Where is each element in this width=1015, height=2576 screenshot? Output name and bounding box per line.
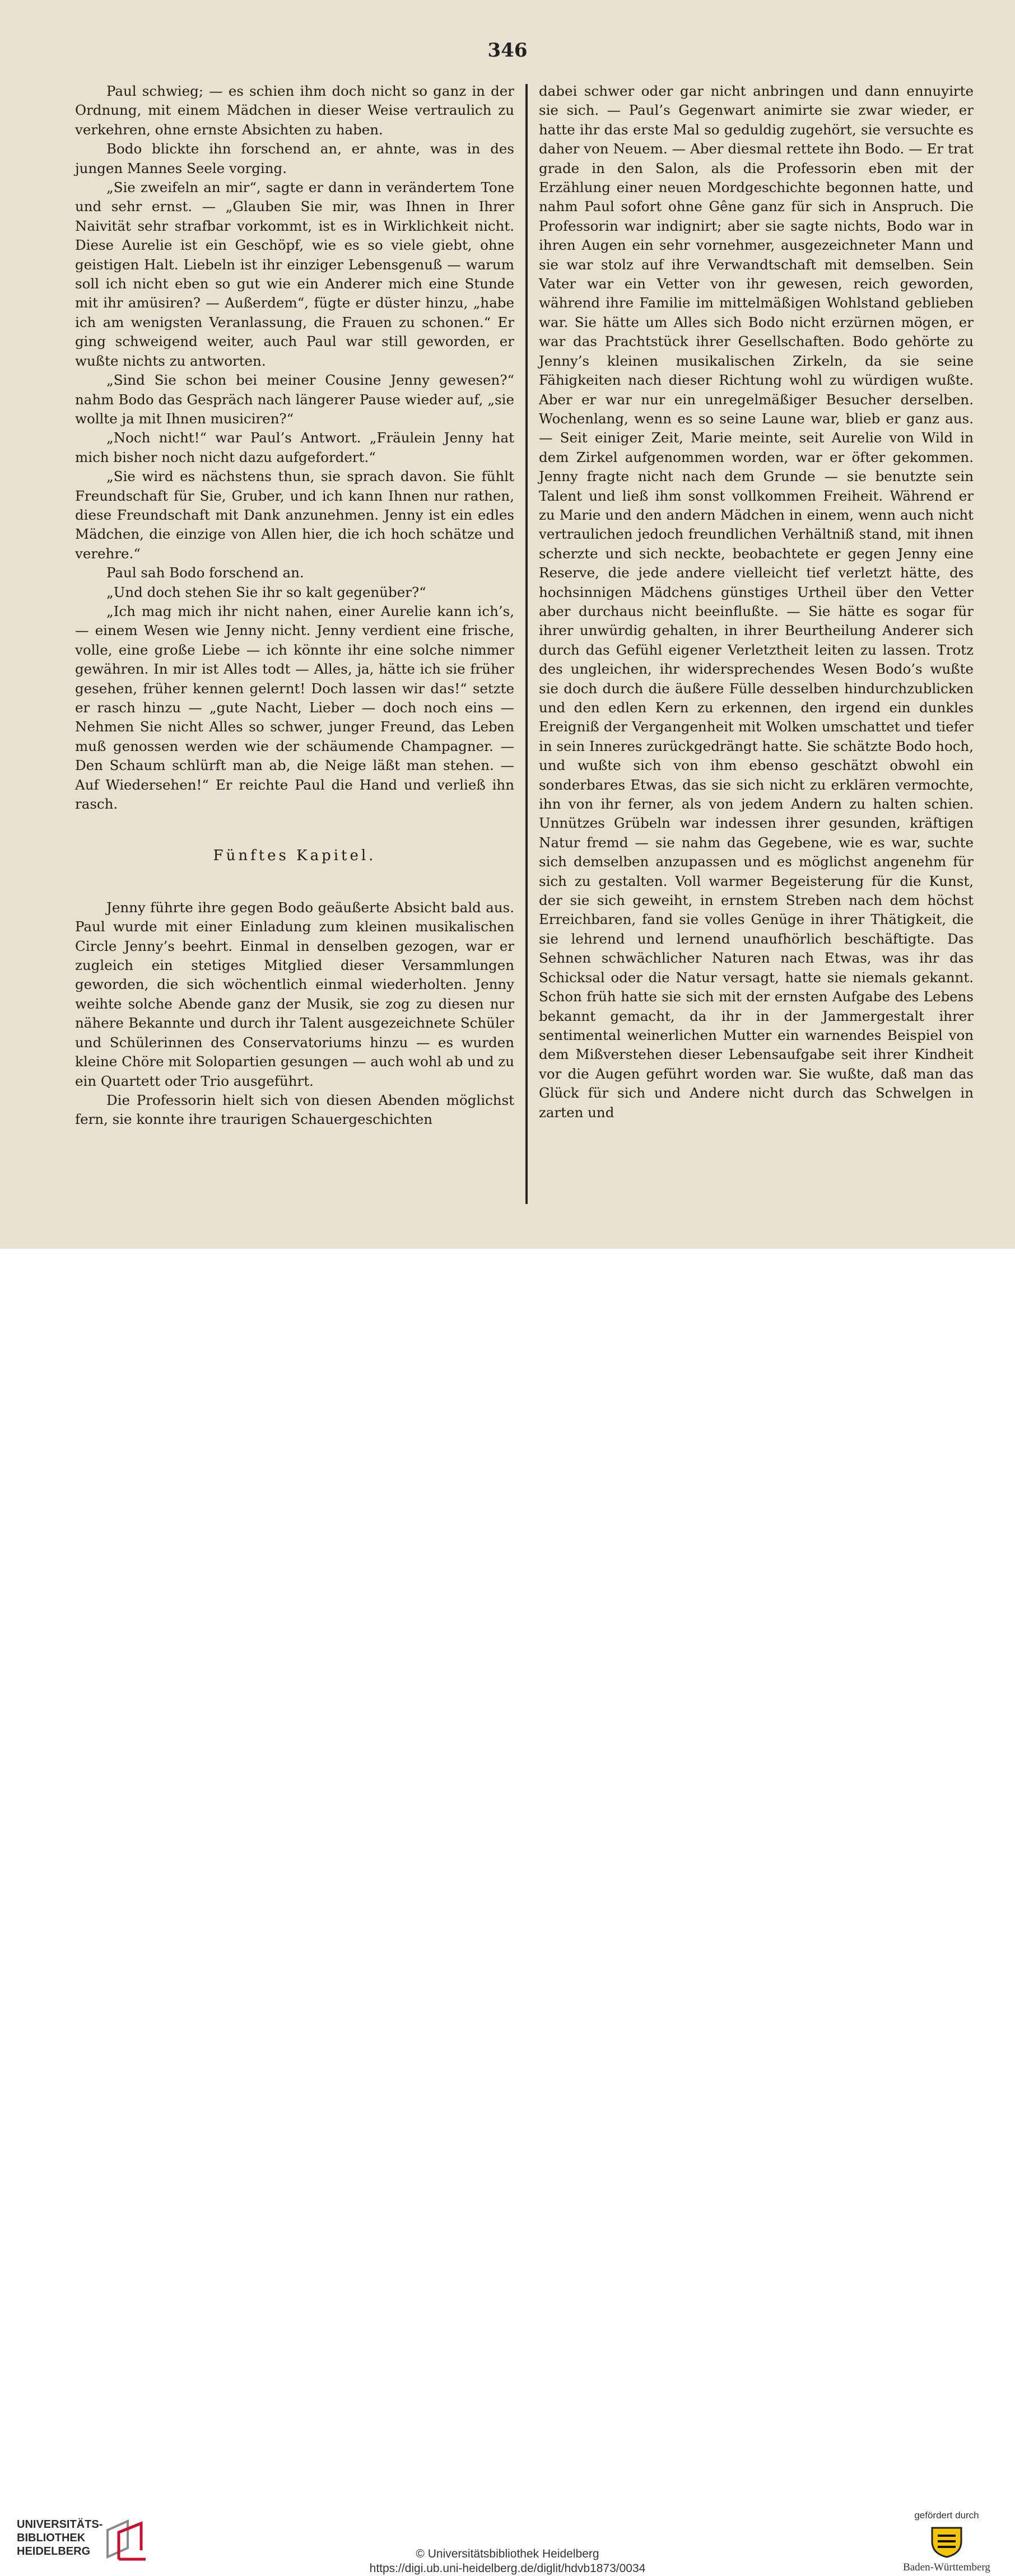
paragraph: „Ich mag mich ihr nicht nahen, einer Aurelie kann ich’s, — einem Wesen wie Jenny nicht. Jenny verdient eine frische, volle, eine große Liebe — ich könnte ihr eine solche nimmer gewähren. In mir ist Alles todt — Alles, ja, hätte ich sie früher gesehen, früher kennen gelernt! Doch lassen wir das!“ setzte er rasch hinzu — „gute Nacht, Lieber — doch noch eins — Nehmen Sie nicht Alles so schwer, junger Freund, das Leben muß genossen werden wie der schäumende Champagner. — Den Schaum schlürft man ab, die Neige läßt man stehen. — Auf Wiedersehen!“ Er reichte Paul die Hand und verließ ihn rasch. bbox=[75, 603, 514, 813]
funder-name: Baden-Württemberg bbox=[903, 2561, 990, 2573]
paragraph: „Und doch stehen Sie ihr so kalt gegenüber?“ bbox=[106, 584, 426, 600]
library-name-line3: HEIDELBERG bbox=[17, 2545, 91, 2558]
funded-by-label: gefördert durch bbox=[914, 2510, 979, 2521]
permalink[interactable]: https://digi.ub.uni-heidelberg.de/diglit/hdvb1873/0034 bbox=[369, 2562, 646, 2575]
paragraph: Jenny führte ihre gegen Bodo geäußerte Absicht bald aus. Paul wurde mit einer Einladung zum kleinen musikalischen Circle Jenny’s beehrt. Einmal in denselben gezogen, war er zugleich ein stetiges Mitglied dieser Versammlungen geworden, die sich wöchentlich einmal wiederholten. Jenny weihte solche Abende ganz der Musik, sie zog zu diesen nur nähere Bekannte und durch ihr Talent ausgezeichnete Schüler und Schülerinnen des Conservatoriums hinzu — es wurden kleine Chöre mit Solopartien gesungen — auch wohl ab und zu ein Quartett oder Trio ausgeführt. bbox=[75, 899, 514, 1089]
scanned-page bbox=[0, 0, 1015, 1249]
paragraph: „Sie zweifeln an mir“, sagte er dann in verändertem Tone und sehr ernst. — „Glauben Sie mir, was Ihnen in Ihrer Naivität sehr strafbar vorkommt, ist es in Wirklichkeit nicht. Diese Aurelie ist ein Geschöpf, wie es so viele giebt, ohne geistigen Halt. Liebeln ist ihr einziger Lebensgenuß — warum soll ich nicht eben so gut wie ein Anderer mich eine Stunde mit ihr amüsiren? — Außerdem“, fügte er düster hinzu, „habe ich am wenigsten Veranlassung, die Frauen zu schonen.“ Er ging schweigend weiter, auch Paul war still geworden, er wußte nichts zu antworten. bbox=[75, 179, 514, 369]
paragraph: dabei schwer oder gar nicht anbringen und dann ennuyirte sie sich. — Paul’s Gegenwart animirte sie zwar wieder, er hatte ihr das erste Mal so geduldig zugehört, sie versuchte es daher von Neuem. — Aber diesmal rettete ihn Bodo. — Er trat grade in den Salon, als die Professorin eben mit der Erzählung einer neuen Mordgeschichte begonnen hatte, und nahm Paul sofort ohne Gêne ganz für sich in Anspruch. Die Professorin war indignirt; aber sie sagte nichts, Bodo war in ihren Augen ein sehr vornehmer, ausgezeichneter Mann und sie war stolz auf ihre Verwandtschaft mit demselben. Sein Vater war ein Vetter von ihr gewesen, reich geworden, während ihre Familie im mittelmäßigen Wohlstand geblieben war. Sie hätte um Alles sich Bodo nicht erzürnen mögen, er war das Prachtstück ihrer Gesellschaften. Bodo gehörte zu Jenny’s kleinen musikalischen Zirkeln, da sie seine Fähigkeiten nach dieser Richtung wohl zu würdigen wußte. Aber er war nur ein unregelmäßiger Besucher derselben. Wochenlang, wenn es so seine Laune war, blieb er ganz aus. — Seit einiger Zeit, Marie meinte, seit Aurelie von Wild in dem Zirkel aufgenommen worden, war er öfter gekommen. Jenny fragte nicht nach dem Grunde — sie benutzte sein Talent und ließ ihm sonst vollkommen Freiheit. Während er zu Marie und den andern Mädchen in einem, wenn auch nicht vertraulichen jedoch freundlichen Verhältniß stand, mit ihnen scherzte und sich neckte, beobachtete er gegen Jenny eine Reserve, die jede andere vielleicht tief verletzt hätte, des hochsinnigen Mädchens günstiges Urtheil über den Vetter aber durchaus nicht beeinflußte. — Sie hätte es sogar für ihrer unwürdig gehalten, in ihrer Beurtheilung Anderer sich durch das Gefühl eigener Verletztheit leiten zu lassen. Trotz des ungleichen, ihr widersprechendes Wesen Bodo’s wußte sie doch durch die äußere Fülle desselben hindurchzublicken und den edlen Kern zu erkennen, den irgend ein dunkles Ereigniß der Vergangenheit mit Wolken umschattet und tiefer in sein Inneres zurückgedrängt hatte. Sie schätzte Bodo hoch, und wußte sich von ihm ebenso geschätzt obwohl ein sonderbares Etwas, das sie sich nicht zu erklären vermochte, ihn von ihr ferner, als von jedem Andern zu halten schien. Unnützes Grübeln war indessen ihrer gesunden, kräftigen Natur fremd — sie nahm das Gegebene, wie es war, suchte sich demselben anzupassen und es möglichst angenehm für sich zu gestalten. Voll warmer Begeisterung für die Kunst, der sie sich geweiht, in ernstem Streben nach dem höchst Erreichbaren, fand sie volles Genüge in ihrer Thätigkeit, die sie lehrend und lernend unaufhörlich beschäftigte. Das Sehnen schwächlicher Naturen nach Etwas, was ihr das Schicksal oder die Natur versagt, hatte sie niemals gekannt. Schon früh hatte sie sich mit der ernsten Aufgabe des Lebens bekannt gemacht, da ihr in der Jammergestalt ihrer sentimental weinerlichen Mutter ein warnendes Beispiel von dem Mißverstehen dieser Lebensaufgabe seit ihrer Kindheit vor die Augen geführt worden war. Sie wußte, daß man das Glück für sich und Andere nicht durch das Schwelgen in zarten und bbox=[539, 83, 974, 1121]
state-crest-icon bbox=[929, 2524, 965, 2559]
paragraph: Paul schwieg; — es schien ihm doch nicht so ganz in der Ordnung, mit einem Mädchen in dieser Weise vertraulich zu verkehren, ohne ernste Absichten zu haben. bbox=[75, 83, 514, 138]
funding-block bbox=[891, 2510, 1003, 2574]
left-column-paragraphs-after bbox=[75, 898, 514, 1130]
paragraph: Die Professorin hielt sich von diesen Abenden möglichst fern, sie konnte ihre traurigen Schauergeschichten bbox=[75, 1091, 514, 1128]
paragraph: Bodo blickte ihn forschend an, er ahnte, was in des jungen Mannes Seele vorging. bbox=[75, 141, 514, 176]
paragraph: „Noch nicht!“ war Paul’s Antwort. „Fräulein Jenny hat mich bisher noch nicht dazu aufgefordert.“ bbox=[75, 430, 514, 465]
page-number: 346 bbox=[487, 39, 528, 62]
paragraph: „Sind Sie schon bei meiner Cousine Jenny gewesen?“ nahm Bodo das Gespräch nach längerer Pause wieder auf, „sie wollte ja mit Ihnen musiciren?“ bbox=[75, 372, 514, 427]
library-name-line1: UNIVERSITÄTS- bbox=[17, 2518, 103, 2531]
paragraph: Paul sah Bodo forschend an. bbox=[106, 564, 304, 581]
right-column-paragraphs bbox=[539, 82, 974, 1122]
left-column bbox=[75, 82, 514, 1130]
footer bbox=[0, 1249, 1015, 2575]
left-column-paragraphs bbox=[75, 82, 514, 814]
library-name-line2: BIBLIOTHEK bbox=[17, 2532, 86, 2544]
column-divider bbox=[525, 84, 528, 1204]
right-column bbox=[539, 82, 974, 1122]
paragraph: „Sie wird es nächstens thun, sie sprach davon. Sie fühlt Freundschaft für Sie, Gruber, und ich kann Ihnen nur rathen, diese Freundschaft mit Dank anzunehmen. Jenny ist ein edles Mädchen, die einzige von Allen hier, die ich hoch schätze und verehre.“ bbox=[75, 468, 514, 562]
copyright-text: © Universitätsbibliothek Heidelberg bbox=[416, 2547, 599, 2560]
chapter-heading: Fünftes Kapitel. bbox=[213, 847, 376, 865]
copyright-block bbox=[0, 2547, 1015, 2576]
